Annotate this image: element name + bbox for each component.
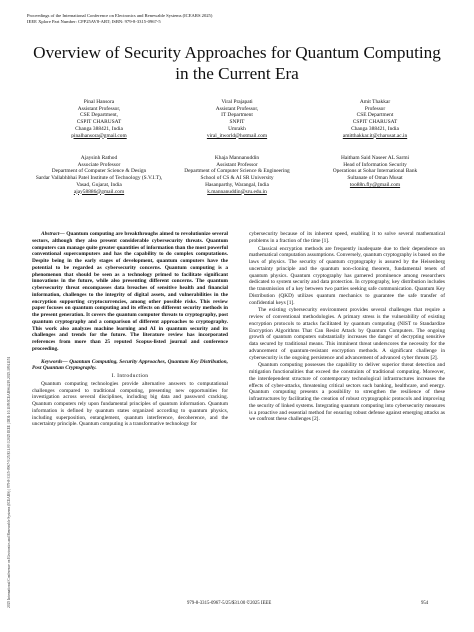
author-dept: CSE Department, [79, 112, 119, 119]
copyright-code: 979-8-3315-0967-5/25/$31.00 ©2025 IEEE [187, 601, 272, 606]
header-line-1: Proceedings of the International Conference on Electronics and Renewable Systems (ICEARS 2025) [27, 13, 213, 18]
intro-paragraph: Quantum computing technologies provide alternative answers to computational challenges compared to traditional computing, presenting new opportunities for investigation across several disciplines, including big data and password cracking. Quantum computers rely upon fundamental principles of quantum information. Quantum information is defined by quantum states organized according to quantum physics, including superposition, entanglement, quantum interference, decoherence, and the uncertainty principle. Quantum computing is a transformative technology for [32, 380, 228, 428]
body-paragraph: cybersecurity because of its inherent speed, enabling it to solve several mathematical problems in a fraction of the time [1]. [249, 231, 445, 244]
author-block [168, 99, 306, 139]
abstract-text: Quantum computing are breakthroughs aimed to revolutionize several sectors, although they also present considerable cybersecurity threats. Quantum computers can manage quite greater quantities of information than the most powerful conventional supercomputers and has the capability to do complex computations. Despite being in the early stages of development, quantum computers have the potential to be regarded as cybersecurity concerns. Quantum computing is a phenomenon that should be seen as a technology primed to facilitate significant innovations in the future, while also presenting different concerns. The quantum cybersecurity threat encompasses data breaches of sensitive health and financial information, challenges to the integrity of digital assets, and vulnerabilities in the encryption supporting cryptocurrencies, among other possible risks. This review paper focuses on quantum computing and its effects on different security methods in the present generation. It covers the quantum computer threats to cryptography, post quantum cryptography and a comparison of different approaches to cryptography. This work also analyzes machine learning and AI in quantum security and its challenges and trends for the future. The literature review has incorporated references from more than 25 reputed Scopus-listed journal and conference proceeding. [32, 231, 228, 352]
author-name: Ajaysinh Rathod [80, 155, 118, 161]
author-place: Changa 388421, India [75, 125, 123, 132]
author-email-link[interactable]: amitthakkar.it@charusat.ac.in [342, 132, 408, 139]
author-block [168, 155, 306, 195]
author-role: Assistant Professor [216, 161, 258, 168]
author-dept: Operations at Sohar International Bank [332, 168, 418, 175]
side-citation [7, 88, 11, 608]
author-role: Assistant Professor, [215, 105, 259, 112]
author-org: School of CS & AI SR University [200, 175, 274, 182]
author-org: CSPIT CHARUSAT [352, 119, 398, 126]
author-place: Hasanparthy, Warangal, India [205, 181, 269, 188]
body-paragraph: The existing cybersecurity environment provides several challenges that require a review of conventional methodologies. A primary stress is the vulnerability of existing encryption protocols to attacks facilitated by quantum computing (NIST to Standardize Encryption Algorithms That Can Resist Attack by Quantum Computers. The ongoing growth of quantum computers substantially increases the danger of decrypting sensitive data secured by traditional means. This imminent threat underscores the necessity for the advancement of quantum-resistant encryption methods. A significant challenge in cybersecurity is the ongoing persistence and advancement of advanced cyber threats [2]. [249, 307, 445, 361]
author-dept: Department of Computer Science & Design [51, 168, 147, 175]
author-block [30, 155, 168, 195]
section-heading-introduction: I. Introduction [111, 373, 149, 379]
author-name: Pinal Hansora [83, 99, 115, 105]
author-email-link[interactable]: too88n.fly@gmail.com [349, 181, 401, 188]
left-column [32, 231, 228, 429]
abstract-label: Abstract— [41, 231, 65, 237]
author-block [306, 99, 444, 139]
author-block [306, 155, 444, 195]
author-name: Viral Prajapati [221, 99, 253, 105]
header-line-2: IEEE Xplore Part Number: CFP25AV8-ART; ISBN: 979-8-3315-0967-5 [27, 19, 161, 24]
body-paragraph: Classical encryption methods are frequently inadequate due to their dependence on mathematical computation assumptions. Conversely, quantum cryptography is based on the laws of physics. The security of quantum cryptography is assured by the Heisenberg uncertainty principle and the quantum non-cloning theorem, fundamental tenets of quantum physics. Quantum cryptography has garnered prominence among researchers dedicated to system security and data protection. In cryptography, key distribution includes the transmission of a key between two parties seeking safe communication. Quantum Key Distribution (QKD) utilizes quantum mechanics to guarantee the safe transfer of confidential keys [1]. [249, 245, 445, 306]
author-role: Head of Information Security [343, 161, 407, 168]
author-org: CSPIT CHARUSAT [76, 119, 122, 126]
author-email-link[interactable]: viral_itworld@hotmail.com [206, 132, 268, 139]
side-citation-text: 2025 International Conference on Electronics and Renewable Systems (ICEARS) | 979-8-3315-0967-5/25/$31.00 ©2025 IEEE | DOI: 10.1109/ICEARS64219.2025.10941151 [7, 356, 11, 608]
body-paragraph: Quantum computing possesses the capability to deliver superior threat detection and mitigation functionalities that exceed the constraints of traditional computing. Moreover, the interdependent structure of contemporary technological infrastructures increases the effects of cyber-attacks, threatening critical sectors such banking, healthcare, and energy. Quantum computing presents a possibility to strengthen the resilience of these infrastructures by facilitating the creation of robust cryptographic protocols and improving the security of linked systems. Integrating quantum computing into cybersecurity measures is a proactive and essential method for ensuring robust defense against emerging attacks as we confront these challenges [2]. [249, 362, 445, 423]
author-name: Haitham Said Naseer AL Sarmi [340, 155, 410, 161]
author-role: Associate Professor [77, 161, 121, 168]
running-header [27, 13, 212, 25]
author-email-link[interactable]: ajay58886@gmail.com [73, 188, 125, 195]
keywords-text: Quantum Computing, Security Approaches, Quantum Key Distribution, Post Quantum Cryptography. [32, 358, 228, 372]
author-role: Professor [364, 105, 386, 112]
author-role: Assistant Professor, [77, 105, 121, 112]
author-dept: Department of Computer Science & Engineering [184, 168, 290, 175]
author-name: Amit Thakkar [359, 99, 391, 105]
keywords-label: Keywords— [41, 358, 68, 365]
abstract [32, 231, 228, 353]
paper-title: Overview of Security Approaches for Quantum Computing in the Current Era [33, 43, 441, 83]
author-org: Sultanate of Oman Musat [347, 175, 403, 182]
page-number: 954 [421, 601, 429, 606]
author-row-1 [30, 99, 444, 139]
author-org: Sardar Vallabhbhai Patel Institute of Technology (S.V.I.T), [35, 175, 163, 182]
author-place: Vasad, Gujarat, India [76, 181, 122, 188]
author-name: Khaja Mannanuddin [214, 155, 260, 161]
author-email-link[interactable]: pinalhansora@gmail.com [71, 132, 127, 139]
author-place: Changa 388421, India [351, 125, 399, 132]
author-dept: CSE Department [356, 112, 394, 119]
author-org: SNPIT [229, 119, 245, 126]
author-place: Umrakh [228, 125, 246, 132]
author-row-2 [30, 155, 444, 195]
right-column [249, 231, 445, 424]
keywords [32, 359, 228, 373]
author-email-link[interactable]: k.mannanuddin@sru.edu.in [207, 188, 267, 195]
author-block [30, 99, 168, 139]
author-dept: IT Department [221, 112, 253, 119]
